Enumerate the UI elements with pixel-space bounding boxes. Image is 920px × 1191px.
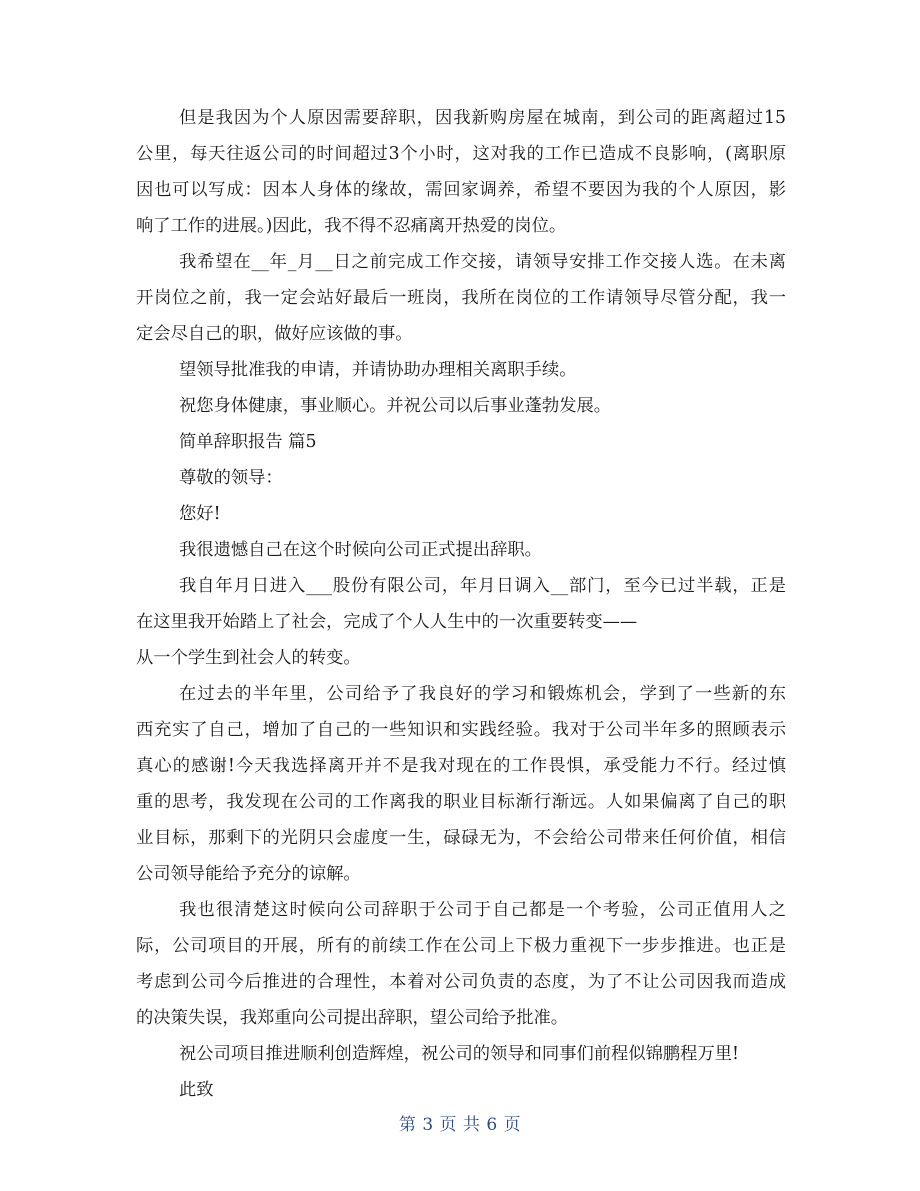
paragraph-line: 从一个学生到社会人的转变。 [136, 648, 361, 668]
paragraph-line: 在过去的半年里，公司给予了我良好的学习和锻炼机会，学到了一些新的东 [179, 684, 786, 704]
paragraph-line: 开岗位之前，我一定会站好最后一班岗，我所在岗位的工作请领导尽管分配，我一 [136, 288, 786, 308]
paragraph-line: 际，公司项目的开展，所有的前续工作在公司上下极力重视下一步步推进。也正是 [136, 936, 786, 956]
salutation: 尊敬的领导： [179, 468, 283, 488]
paragraph-line: 西充实了自己，增加了自己的一些知识和实践经验。我对于公司半年多的照顾表示 [136, 720, 786, 740]
paragraph-line: 重的思考，我发现在公司的工作离我的职业目标渐行渐远。人如果偏离了自己的职 [136, 792, 786, 812]
paragraph-line: 定会尽自己的职，做好应该做的事。 [136, 324, 413, 344]
paragraph-line: 我也很清楚这时候向公司辞职于公司于自己都是一个考验，公司正值用人之 [179, 900, 786, 920]
paragraph-line: 公司领导能给予充分的谅解。 [136, 864, 361, 884]
paragraph-line: 公里，每天往返公司的时间超过3个小时，这对我的工作已造成不良影响，(离职原 [136, 144, 786, 164]
paragraph-line: 但是我因为个人原因需要辞职，因我新购房屋在城南，到公司的距离超过15 [179, 108, 786, 128]
page-number-footer: 第 3 页 共 6 页 [398, 1115, 522, 1135]
paragraph-line: 的决策失误，我郑重向公司提出辞职，望公司给予批准。 [136, 1008, 569, 1028]
paragraph-line: 真心的感谢!今天我选择离开并不是我对现在的工作畏惧，承受能力不行。经过慎 [136, 756, 786, 776]
paragraph-line: 在这里我开始踏上了社会，完成了个人人生中的一次重要转变—— [136, 612, 638, 632]
greeting: 您好! [179, 504, 221, 524]
paragraph-line: 业目标，那剩下的光阴只会虚度一生，碌碌无为，不会给公司带来任何价值，相信 [136, 828, 786, 848]
paragraph-line: 我很遗憾自己在这个时候向公司正式提出辞职。 [179, 540, 542, 560]
paragraph-line: 因也可以写成：因本人身体的缘故，需回家调养，希望不要因为我的个人原因，影 [136, 180, 786, 200]
document-body [136, 100, 786, 1108]
section-heading: 简单辞职报告 篇5 [179, 432, 317, 452]
paragraph-line: 响了工作的进展。)因此，我不得不忍痛离开热爱的岗位。 [136, 216, 567, 236]
paragraph-line: 考虑到公司今后推进的合理性，本着对公司负责的态度，为了不让公司因我而造成 [136, 972, 786, 992]
closing: 此致 [179, 1080, 214, 1100]
paragraph-line: 望领导批准我的申请，并请协助办理相关离职手续。 [179, 360, 577, 380]
paragraph-line: 我自年月日进入___股份有限公司，年月日调入__部门，至今已过半载，正是 [179, 576, 786, 596]
paragraph-line: 祝您身体健康，事业顺心。并祝公司以后事业蓬勃发展。 [179, 396, 612, 416]
paragraph-line: 我希望在__年_月__日之前完成工作交接，请领导安排工作交接人选。在未离 [179, 252, 786, 272]
paragraph-line: 祝公司项目推进顺利创造辉煌，祝公司的领导和同事们前程似锦鹏程万里! [179, 1044, 739, 1064]
